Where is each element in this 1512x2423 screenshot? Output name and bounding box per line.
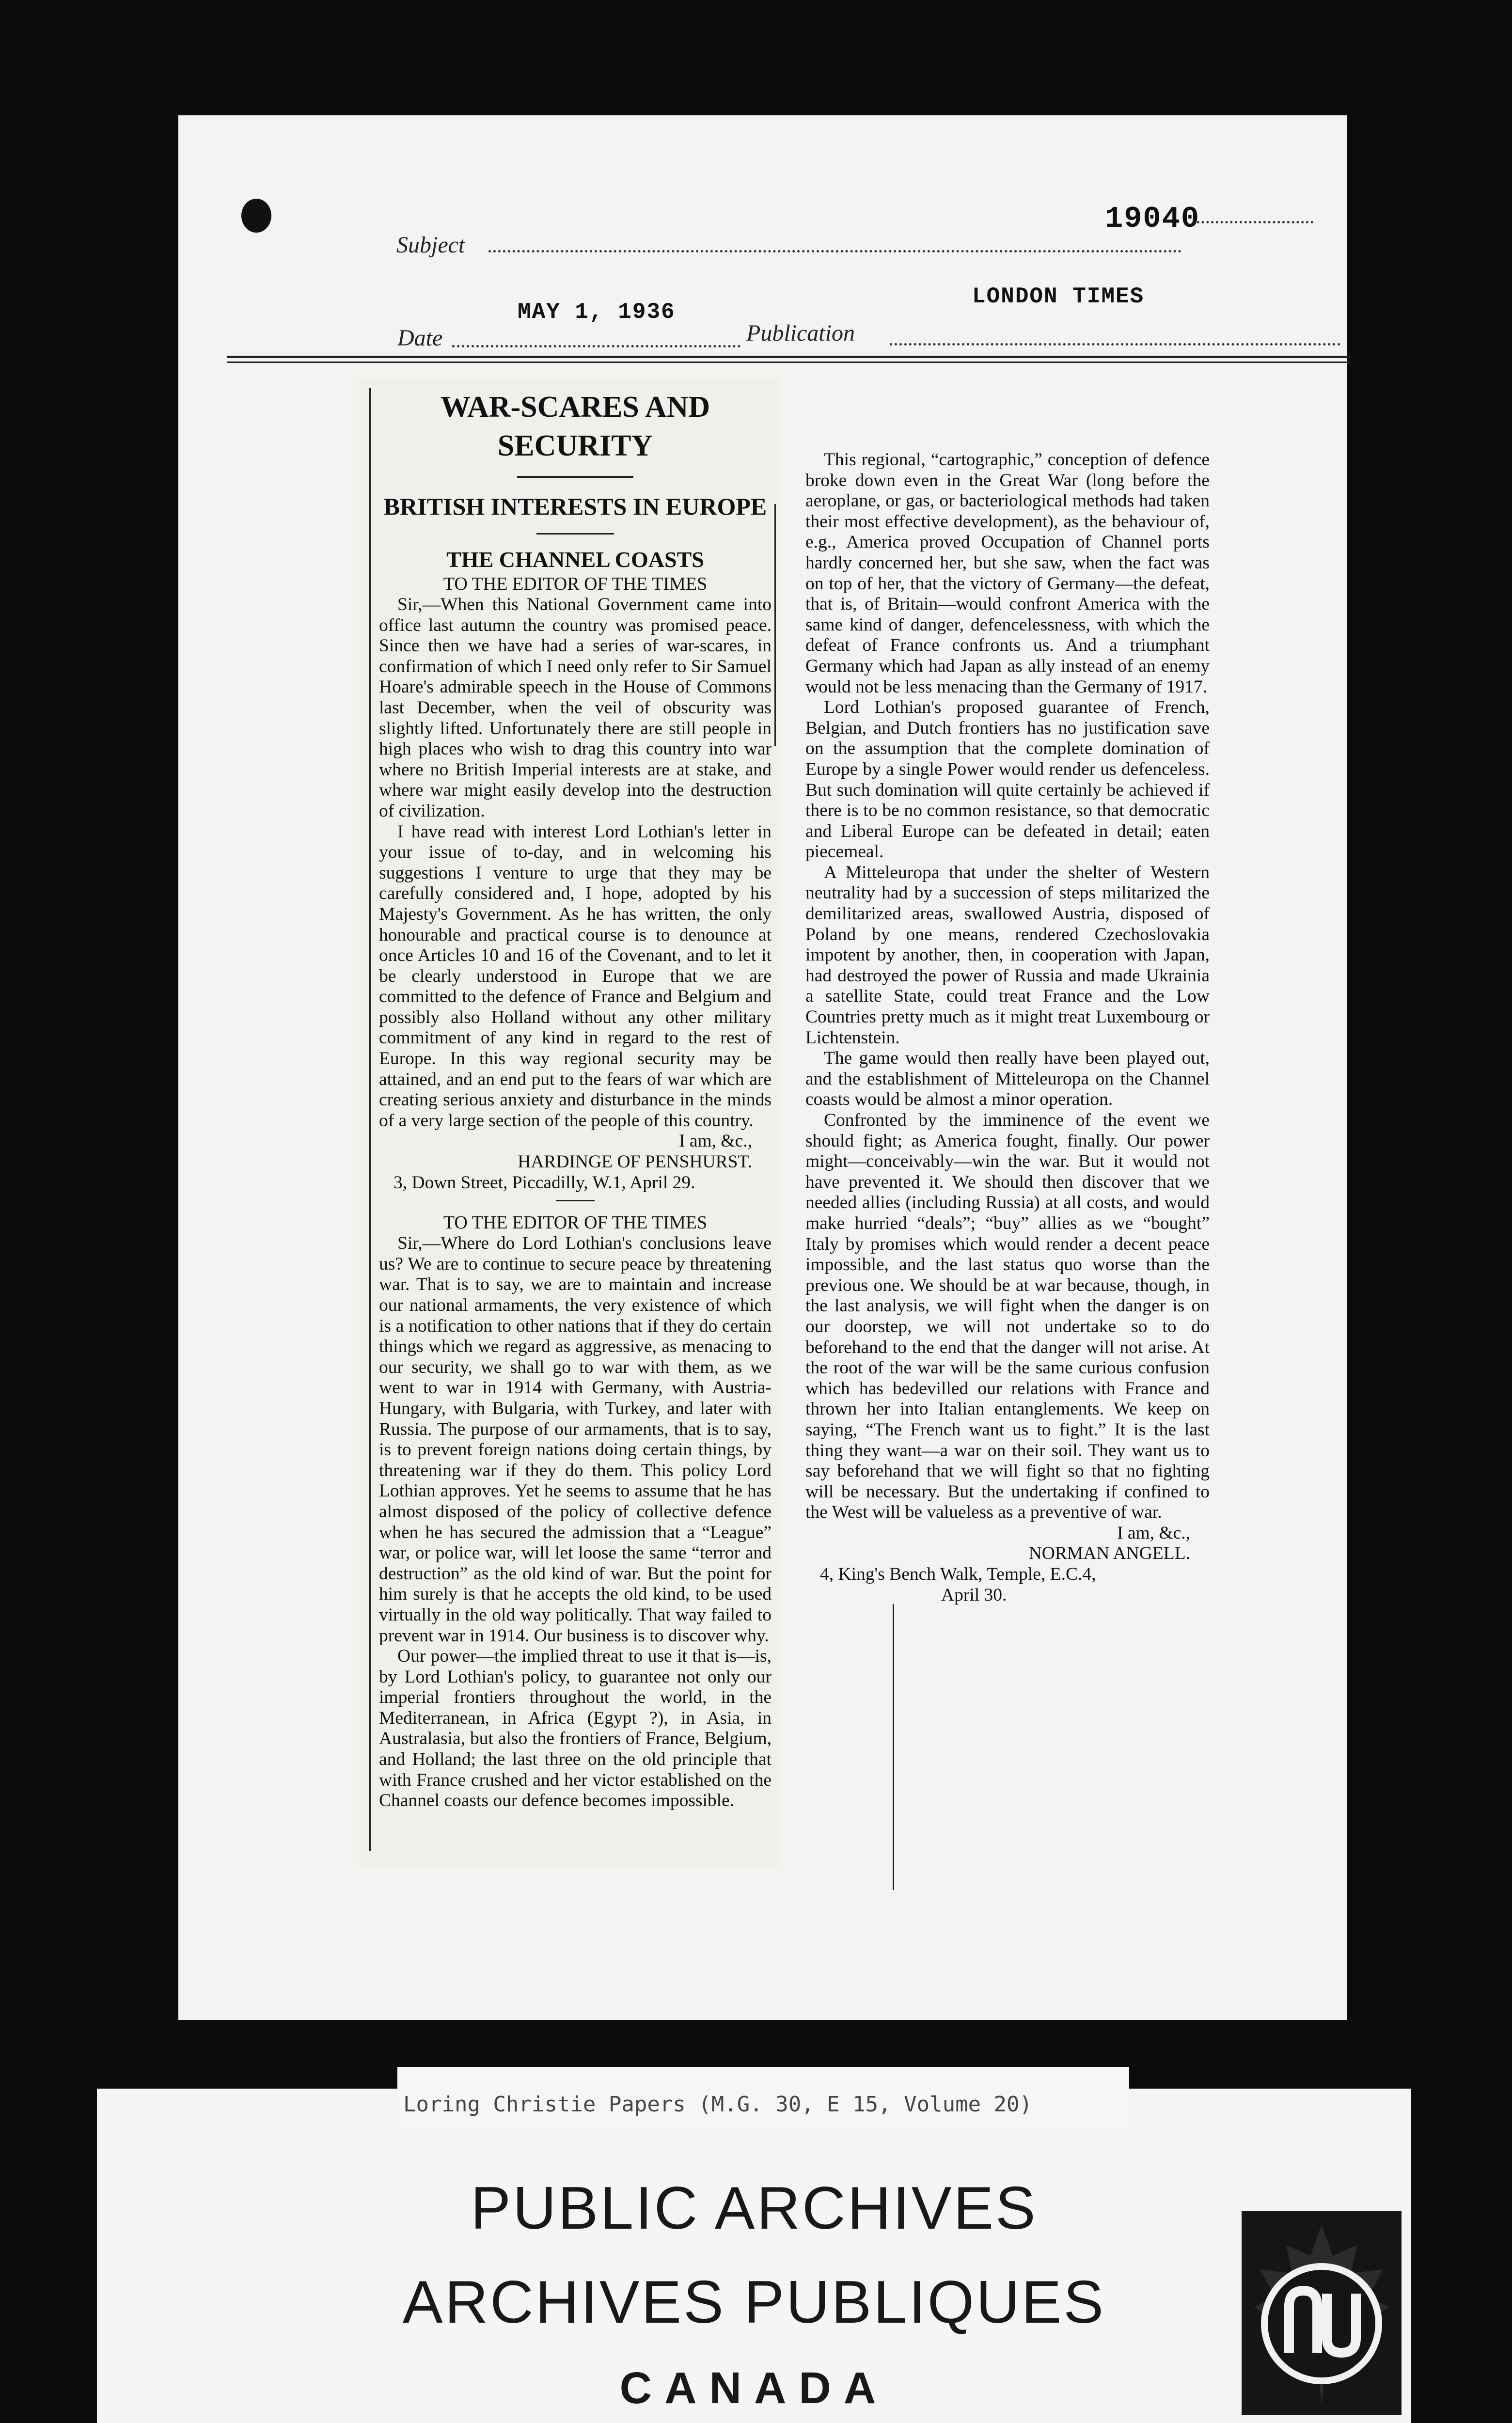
header-rule-top (227, 356, 1350, 358)
column-rule-bottom (893, 1604, 894, 1890)
publication-value: LONDON TIMES (972, 284, 1145, 309)
letter2-paragraph: Confronted by the imminence of the event we should fight; as America fought, finally. Our power might—conceivably—win the war. But it would not have prevented it. We should then discover that we needed allies (including Russia) at all costs, and would make hurried “deals”; “buy” allies as we “bought” Italy by promises which would render a decent peace impossible, and the last status quo worse than the previous one. We should be at war because, though, in the last analysis, we will fight when the danger is on our doorstep, we will not undertake so to do beforehand to the end that the danger will not arise. At the root of the war will be the same curious confusion which has bedevilled our relations with France and thrown her into Italian entanglements. We keep on saying, “The French want us to fight.” It is the last thing they want—a war on their soil. They want us to say beforehand that we will fight so that no fighting will be necessary. But the undertaking if confined to the West will be valueless as a preventive of war. (805, 1110, 1210, 1523)
letter2-paragraph: This regional, “cartographic,” conception of defence broke down even in the Great War (long before the aeroplane, or gas, or bacteriological methods had taken their most effective development), as the behaviour of, e.g., America proved Occupation of Channel ports hardly concerned her, but she saw, when the fact was on top of her, that the victory of Germany—the defeat, that is, of Britain—would confront America with the same kind of danger, defencelessness, with which the defeat of France confronts us. And a triumphant Germany which had Japan as ally instead of an enemy would not be less menacing than the Germany of 1917. (805, 450, 1210, 697)
collection-label-strip (397, 2067, 1129, 2133)
letter2-address-line1: 4, King's Bench Walk, Temple, E.C.4, (820, 1564, 1096, 1585)
letter1-closing: I am, &c., (679, 1131, 752, 1151)
letter2-paragraph: Lord Lothian's proposed guarantee of French, Belgian, and Dutch frontiers has no justification save on the assumption that the complete domination of Europe by a single Power would render us defenceless. But such domination will quite certainly be achieved if there is to be no common resistance, so that democratic and Liberal Europe can be defeated in detail; eaten piecemeal. (805, 697, 1210, 862)
letter2-paragraph: The game would then really have been played out, and the establishment of Mitteleuropa on the Channel coasts would be almost a minor operation. (805, 1048, 1210, 1110)
letter1-addressee: TO THE EDITOR OF THE TIMES (443, 574, 708, 594)
file-number: 19040 (1105, 202, 1200, 236)
article-column-1 (379, 388, 772, 1811)
subtitle-rule (536, 533, 614, 535)
letter1-paragraph: I have read with interest Lord Lothian's letter in your issue of to-day, and in welcoming his suggestions I venture to urge that they may be carefully considered and, I hope, adopted by his Majesty's Government. As he has written, the only honourable and practical course is to denounce at once Articles 10 and 16 of the Covenant, and to let it be clearly understood in Europe that we are committed to the defence of France and Belgium and possibly also Holland without any other military commitment of any kind in regard to the rest of Europe. In this way regional security may be attained, and an end put to the fears of war which are creating serious anxiety and disturbance in the minds of a very large section of the people of this country. (379, 821, 772, 1131)
date-value: MAY 1, 1936 (518, 299, 676, 325)
article-title: WAR-SCARES AND SECURITY (440, 391, 710, 462)
letter1-address: 3, Down Street, Piccadilly, W.1, April 29. (394, 1172, 695, 1193)
archives-line-english: PUBLIC ARCHIVES (471, 2175, 1038, 2242)
article-column-2 (805, 450, 1210, 1605)
letter2-paragraph: Sir,—Where do Lord Lothian's conclusions leave us? We are to continue to secure peace by threatening war. That is to say, we are to maintain and increase our national armaments, the very existence of which is a notification to other nations that if they do certain things which we regard as aggressive, as menacing to our security, we shall go to war with them, as we went to war in 1914 with Germany, with Austria-Hungary, with Bulgaria, with Turkey, and later with Russia. The purpose of our armaments, that is to say, is to prevent foreign nations doing certain things, by threatening war if they do them. This policy Lord Lothian approves. Yet he seems to assume that he has almost disposed of the policy of collective defence when he has secured the admission that a “League” war, or police war, will let loose the same “terror and destruction” as the old kind of war. But the point for him surely is that he accepts the old kind, to be used virtually in the old way politically. That way failed to prevent war in 1914. Our business is to discover why. (379, 1233, 772, 1646)
subject-line (488, 250, 1181, 252)
letter1-signature: HARDINGE OF PENSHURST. (518, 1152, 752, 1172)
letter2-address-line2: April 30. (941, 1585, 1007, 1605)
archives-line-country: CANADA (619, 2363, 889, 2413)
letter1-paragraph: Sir,—When this National Government came into office last autumn the country was promised peace. Since then we have had a series of war-scares, in confirmation of which I need only refer to Sir Samuel Hoare's admirable speech in the House of Commons last December, when the veil of obscurity was slightly lifted. Unfortunately there are still people in high places who wish to drag this country into war where no British Imperial interests are at stake, and where war might easily develop into the destruction of civilization. (379, 595, 772, 821)
date-label: Date (397, 325, 443, 351)
letter2-addressee: TO THE EDITOR OF THE TIMES (443, 1212, 708, 1233)
letter-divider (556, 1200, 595, 1201)
punch-hole (241, 199, 271, 233)
letter2-paragraph: Our power—the implied threat to use it that is—is, by Lord Lothian's policy, to guarantee not only our imperial frontiers throughout the world, in the Mediterranean, in Africa (Egypt ?), in Asia, in Australasia, but also the frontiers of France, Belgium, and Holland; the last three on the old principle that with France crushed and her victor established on the Channel coasts our defence becomes impossible. (379, 1646, 772, 1811)
article-subtitle: BRITISH INTERESTS IN EUROPE (383, 493, 767, 520)
archives-line-french: ARCHIVES PUBLIQUES (402, 2269, 1106, 2336)
header-rule-bottom (227, 362, 1350, 363)
letter2-signature: NORMAN ANGELL. (1028, 1543, 1190, 1564)
subject-label: Subject (396, 232, 465, 258)
date-line (452, 345, 740, 347)
publication-label: Publication (746, 320, 855, 346)
letter2-paragraph: A Mitteleuropa that under the shelter of Western neutrality had by a succession of steps militarized the demilitarized areas, swallowed Austria, disposed of Poland by one means, rendered Czechoslovakia impotent by another, then, in cooperation with Japan, had destroyed the power of Russia and made Ukrainia a satellite State, could treat France and the Low Countries pretty much as it might treat Luxembourg or Lichtenstein. (805, 862, 1210, 1048)
column-rule-gutter (774, 504, 776, 746)
publication-line (890, 343, 1340, 346)
section-heading: THE CHANNEL COASTS (446, 547, 704, 572)
title-ornament (517, 476, 633, 478)
file-number-line (1192, 221, 1313, 223)
letter2-closing: I am, &c., (1117, 1523, 1190, 1543)
collection-label: Loring Christie Papers (M.G. 30, E 15, Volume 20) (403, 2092, 1033, 2117)
archives-card (97, 2089, 1411, 2423)
maple-leaf-emblem-icon (1242, 2211, 1402, 2415)
archives-logo (1242, 2211, 1402, 2415)
column-rule-left (369, 388, 371, 1851)
